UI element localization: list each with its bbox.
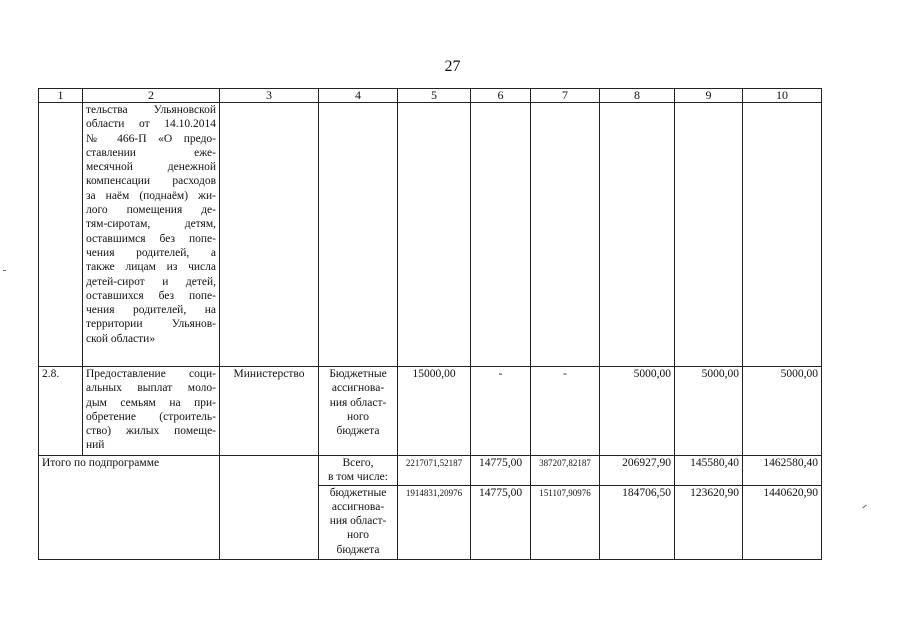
text-line: ния област- [329, 515, 387, 528]
text-line: Бюджетные [329, 368, 387, 380]
subprogram-total-label: Итого по подпрограмме [39, 456, 220, 560]
text-line: Всего, [342, 457, 374, 469]
text-line: ния област- [329, 396, 387, 409]
value-cell [743, 103, 822, 367]
value-c6: - [471, 367, 531, 456]
page-number: 27 [444, 58, 461, 75]
value-cell [675, 103, 743, 367]
value-cell [531, 103, 600, 367]
table-row-total [39, 456, 822, 486]
budget-table [38, 88, 822, 560]
text-line: в том числе: [328, 471, 388, 484]
row-number: 2.8. [39, 367, 83, 456]
text-line: лого помещения де- [86, 204, 216, 217]
text-line: ставлении еже- [86, 146, 216, 159]
col-header: 7 [531, 89, 600, 103]
value-cell [398, 103, 471, 367]
funding-source [319, 367, 398, 456]
text-line: территории Ульянов- [86, 318, 216, 331]
col-header: 10 [743, 89, 822, 103]
text-line: области от 14.10.2014 [86, 118, 216, 131]
col-header: 5 [398, 89, 471, 103]
text-line: бюджета [336, 425, 380, 438]
measure-description [83, 367, 220, 456]
value-cell [471, 103, 531, 367]
value-c6: 14775,00 [471, 456, 531, 486]
executor: Министерство [220, 367, 319, 456]
funding-source [319, 456, 398, 486]
value-c10: 5000,00 [743, 367, 822, 456]
text-line: детей-сирот и детей, [86, 275, 216, 288]
col-header: 2 [83, 89, 220, 103]
value-c10: 1440620,90 [743, 485, 822, 559]
col-header: 1 [39, 89, 83, 103]
funding-source [319, 485, 398, 559]
text-line: № 466-П «О предо- [86, 132, 216, 145]
value-c7: 151107,90976 [531, 485, 600, 559]
col-header: 4 [319, 89, 398, 103]
row-number-cell [39, 103, 83, 367]
value-total: 1914831,20976 [398, 485, 471, 559]
text-line: компенсации расходов [86, 175, 216, 188]
text-line: дым семьям на при- [86, 396, 216, 409]
value-c6: 14775,00 [471, 485, 531, 559]
text-line: оставшихся без попе- [86, 289, 216, 302]
text-line: чения родителей, на [86, 304, 216, 317]
value-c10: 1462580,40 [743, 456, 822, 486]
table-header-row [39, 89, 822, 103]
text-line: альных выплат моло- [86, 382, 216, 395]
text-line: тельства Ульяновской [86, 104, 216, 116]
text-line: чения родителей, а [86, 246, 216, 259]
text-line: ассигнова- [331, 500, 385, 513]
table-row-continued [39, 103, 822, 367]
value-total: 2217071,52187 [398, 456, 471, 486]
text-line: ство) жилых помеще- [86, 425, 216, 438]
value-c7: 387207,82187 [531, 456, 600, 486]
text-line: ного [346, 529, 370, 542]
text-line: ассигнова- [331, 382, 385, 395]
scan-speck [3, 270, 6, 271]
text-line: обретение (строитель- [86, 410, 216, 423]
col-header: 8 [600, 89, 675, 103]
value-cell [600, 103, 675, 367]
value-c8: 184706,50 [600, 485, 675, 559]
value-c9: 123620,90 [675, 485, 743, 559]
value-total: 15000,00 [398, 367, 471, 456]
measure-description [83, 103, 220, 367]
value-c9: 5000,00 [675, 367, 743, 456]
executor-cell [220, 103, 319, 367]
value-c8: 206927,90 [600, 456, 675, 486]
text-line: бюджетные [329, 486, 387, 499]
text-line: оставшимся без попе- [86, 232, 216, 245]
text-line: также лицам из числа [86, 261, 216, 274]
col-header: 3 [220, 89, 319, 103]
col-header: 6 [471, 89, 531, 103]
table-row-2-8 [39, 367, 822, 456]
text-line: ного [346, 410, 370, 423]
text-line: ской области» [86, 332, 156, 345]
text-line: бюджета [336, 543, 380, 556]
text-line: месячной денежной [86, 161, 216, 174]
text-line: Предоставление соци- [86, 368, 216, 380]
source-cell [319, 103, 398, 367]
text-line: за наём (поднаём) жи- [86, 189, 216, 202]
scan-speck [862, 505, 866, 509]
value-c7: - [531, 367, 600, 456]
executor-cell [220, 456, 319, 560]
text-line: ний [86, 439, 105, 452]
col-header: 9 [675, 89, 743, 103]
text-line: тям-сиротам, детям, [86, 218, 216, 231]
value-c9: 145580,40 [675, 456, 743, 486]
value-c8: 5000,00 [600, 367, 675, 456]
